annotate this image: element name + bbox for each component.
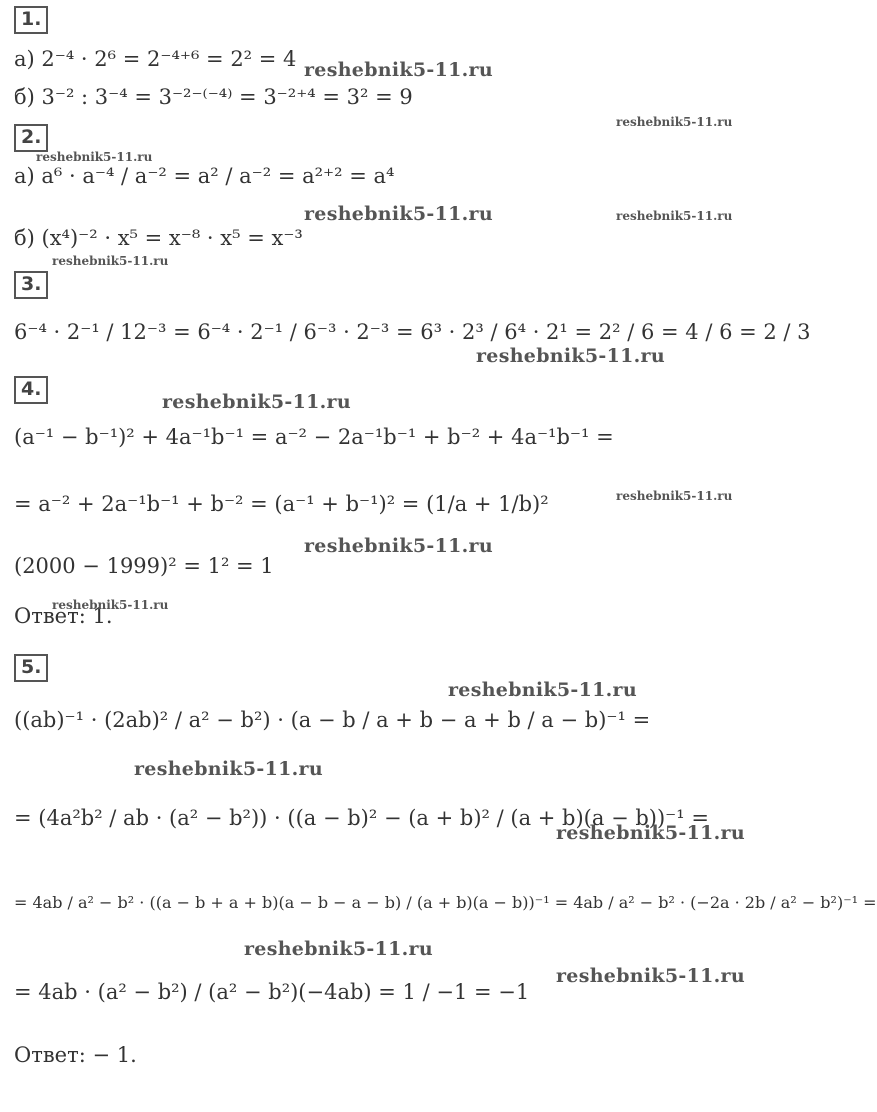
watermark: reshebnik5-11.ru [162,391,351,413]
problem-number-5: 5. [14,654,48,682]
problem-number-4: 4. [14,376,48,404]
problem-4-line-2: = a⁻² + 2a⁻¹b⁻¹ + b⁻² = (a⁻¹ + b⁻¹)² = (1/a + 1/b)² [14,492,549,516]
watermark: reshebnik5-11.ru [556,822,745,844]
problem-number-1: 1. [14,6,48,34]
problem-number-3: 3. [14,271,48,299]
problem-5-line-4-text: = 4ab · (a² − b²) / (a² − b²)(−4ab) = 1 / −1 = −1 [14,980,530,1004]
watermark: reshebnik5-11.ru [616,489,733,503]
watermark: reshebnik5-11.ru [476,345,665,367]
watermark: reshebnik5-11.ru [134,758,323,780]
problem-4-line-1: (a⁻¹ − b⁻¹)² + 4a⁻¹b⁻¹ = a⁻² − 2a⁻¹b⁻¹ + b⁻² + 4a⁻¹b⁻¹ = [14,425,614,449]
problem-2-part-a [14,166,394,187]
problem-number-2: 2. [14,124,48,152]
problem-1-part-a: а) 2⁻⁴ · 2⁶ = 2⁻⁴⁺⁶ = 2² = 4 [14,47,297,71]
watermark: reshebnik5-11.ru [244,938,433,960]
watermark: reshebnik5-11.ru [556,965,745,987]
watermark: reshebnik5-11.ru [304,535,493,557]
watermark: reshebnik5-11.ru [52,598,169,612]
problem-5-line-3: = 4ab / a² − b² · ((a − b + a + b)(a − b − a − b) / (a + b)(a − b))⁻¹ = 4ab / a² − b² · (−2a · 2b / a² − b²)⁻¹ = [14,893,877,912]
problem-2-part-a-text: а) a⁶ · a⁻⁴ / a⁻² = a² / a⁻² = a²⁺² = a⁴ [14,164,395,188]
problem-4-line-3: (2000 − 1999)² = 1² = 1 [14,554,274,578]
watermark: reshebnik5-11.ru [52,254,169,268]
problem-5-line-4 [14,982,529,1003]
watermark: reshebnik5-11.ru [448,679,637,701]
problem-5-answer: Ответ: − 1. [14,1043,137,1067]
problem-2-part-b: б) (x⁴)⁻² · x⁵ = x⁻⁸ · x⁵ = x⁻³ [14,226,303,250]
watermark: reshebnik5-11.ru [304,203,493,225]
watermark: reshebnik5-11.ru [616,115,733,129]
problem-5-line-1: ((ab)⁻¹ · (2ab)² / a² − b²) · (a − b / a + b − a + b / a − b)⁻¹ = [14,708,651,732]
watermark: reshebnik5-11.ru [304,59,493,81]
watermark: reshebnik5-11.ru [616,209,733,223]
problem-5-line-2: = (4a²b² / ab · (a² − b²)) · ((a − b)² − (a + b)² / (a + b)(a − b))⁻¹ = [14,806,709,830]
problem-1-part-b: б) 3⁻² : 3⁻⁴ = 3⁻²⁻⁽⁻⁴⁾ = 3⁻²⁺⁴ = 3² = 9 [14,85,413,109]
problem-4-answer: Ответ: 1. [14,604,113,628]
watermark: reshebnik5-11.ru [36,150,153,164]
problem-3-expression: 6⁻⁴ · 2⁻¹ / 12⁻³ = 6⁻⁴ · 2⁻¹ / 6⁻³ · 2⁻³ = 6³ · 2³ / 6⁴ · 2¹ = 2² / 6 = 4 / 6 = 2 / 3 [14,320,811,344]
